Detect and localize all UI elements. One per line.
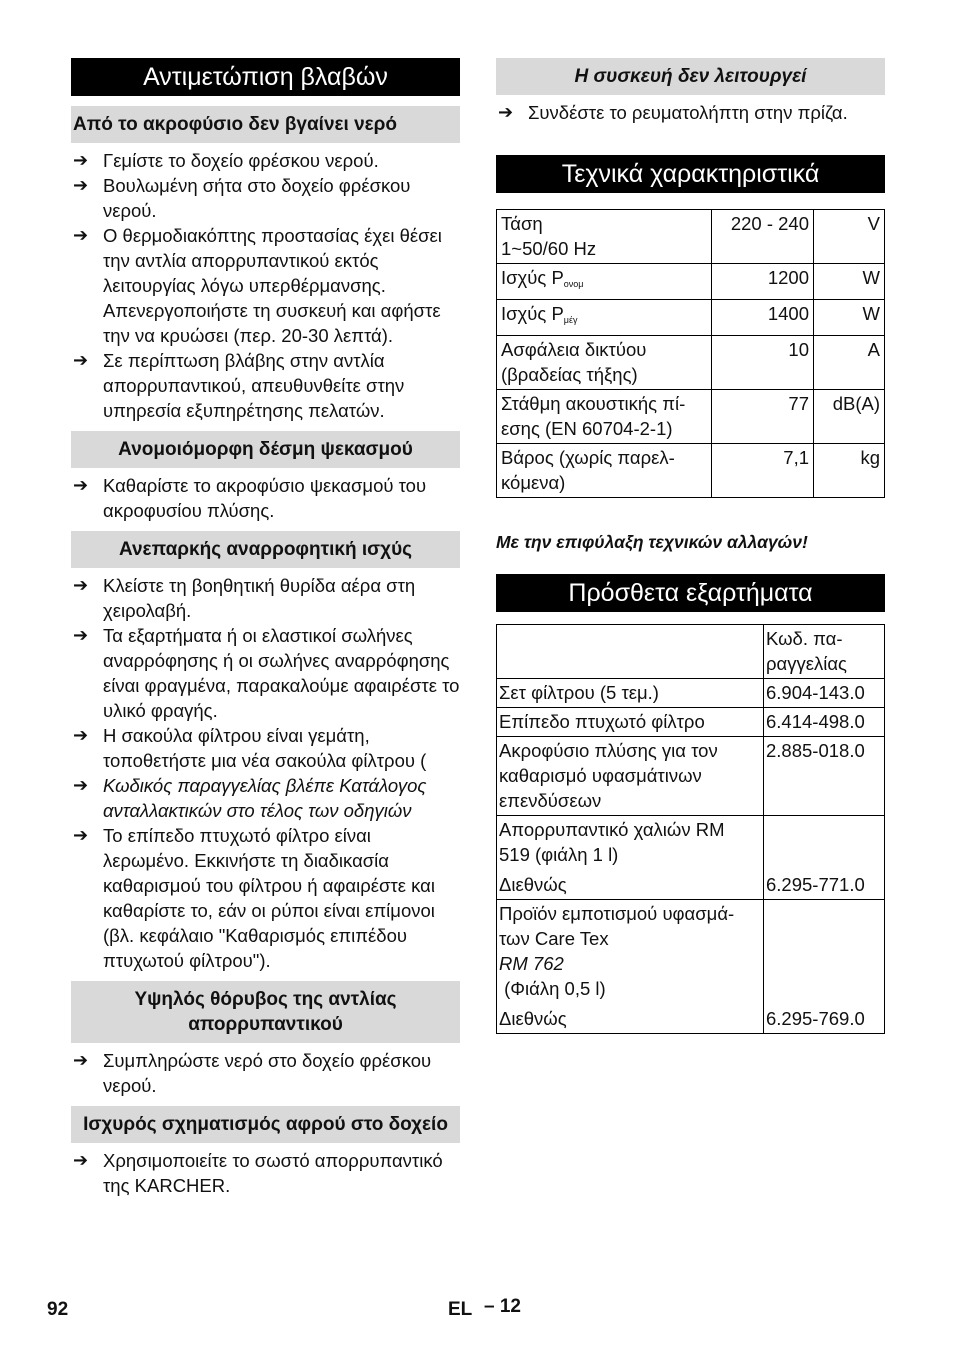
step-list (71, 1048, 460, 1098)
arrow-right-icon: ➔ (73, 1050, 89, 1070)
list-item: ➔ Η σακούλα φίλτρου είναι γεμάτη, τοποθετήστε μια νέα σακούλα φίλτρου ( (73, 725, 427, 771)
table-row: Ισχύς $P_{\mu έ\gamma}$ 1400 W (497, 300, 885, 336)
arrow-right-icon: ➔ (73, 825, 89, 845)
list-item: ➔ Συμπληρώστε νερό στο δοχείο φρέσκου νερού. (73, 1050, 432, 1096)
arrow-right-icon: ➔ (498, 102, 514, 122)
arrow-right-icon: ➔ (73, 350, 89, 370)
accessories-table (496, 624, 885, 1034)
table-row: Σετ φίλτρου (5 τεμ.) 6.904-143.0 (497, 679, 885, 708)
table-row: Κωδ. πα- ραγγελίας (497, 625, 885, 679)
tech-spec-table (496, 209, 885, 498)
table-row: Απορρυπαντικό χαλιών RM 519 (φιάλη 1 l) Διεθνώς 6.295-771.0 (497, 816, 885, 900)
step-list (71, 473, 460, 523)
arrow-right-icon: ➔ (73, 725, 89, 745)
table-row: Ακροφύσιο πλύσης για τον καθαρισμό υφασμάτινων επενδύσεων 2.885-018.0 (497, 737, 885, 816)
arrow-right-icon: ➔ (73, 475, 89, 495)
step-list (71, 148, 460, 423)
list-item: ➔ Συνδέστε το ρευματολήπτη στην πρίζα. (498, 102, 848, 123)
table-row: Ασφάλεια δικτύου (βραδείας τήξης) 10 A (497, 336, 885, 390)
technical-changes-note: Με την επιφύλαξη τεχνικών αλλαγών! (496, 532, 808, 552)
subheading: Υψηλός θόρυβος της αντλίας απορρυπαντικού (71, 981, 460, 1043)
step-list (71, 1148, 460, 1198)
subheading: Ανεπαρκής αναρροφητική ισχύς (71, 531, 460, 568)
arrow-right-icon: ➔ (73, 225, 89, 245)
arrow-right-icon: ➔ (73, 625, 89, 645)
arrow-right-icon: ➔ (73, 575, 89, 595)
list-item: ➔ Κλείστε τη βοηθητική θυρίδα αέρα στη χειρολαβή. (73, 575, 416, 621)
section-page-number: – 12 (484, 1296, 521, 1317)
table-row: Ισχύς $P_{o\nu o\mu}$ 1200 W (497, 264, 885, 300)
list-item: ➔ Βουλωμένη σήτα στο δοχείο φρέσκου νερού. (73, 175, 411, 221)
section-title: Τεχνικά χαρακτηριστικά (496, 155, 885, 193)
list-item: ➔ Κωδικός παραγγελίας βλέπε Κατάλογος ανταλλακτικών στο τέλος των οδηγιών (73, 775, 427, 821)
page-number: 92 (47, 1299, 69, 1320)
language-code: EL (448, 1299, 473, 1320)
list-item: ➔ Ο θερμοδιακόπτης προστασίας έχει θέσει την αντλία απορρυπαντικού εκτός λειτουργίας λόγω υπερθέρμανσης. Απενεργοποιήστε τη συσκευή και αφήστε την να κρυώσει (περ. 20-30 λεπτά). (73, 225, 442, 346)
list-item: ➔ Το επίπεδο πτυχωτό φίλτρο είναι λερωμένο. Εκκινήστε τη διαδικασία καθαρισμού του φίλτρου ή αφαιρέστε και καθαρίστε το, εάν οι ρύποι είναι επίμονοι (βλ. κεφάλαιο "Καθαρισμός επιπέδου πτυχωτού φίλτρου"). (73, 825, 435, 971)
arrow-right-icon: ➔ (73, 1150, 89, 1170)
arrow-right-icon: ➔ (73, 150, 89, 170)
subheading: Ισχυρός σχηματισμός αφρού στο δοχείο (71, 1106, 460, 1143)
list-item: ➔ Σε περίπτωση βλάβης στην αντλία απορρυπαντικού, απευθυνθείτε στην υπηρεσία εξυπηρέτησης πελατών. (73, 350, 405, 421)
table-row: Προϊόν εμποτισμού υφασμά- των Care Tex RM 762 (Φιάλη 0,5 l) Διεθνώς 6.295-769.0 (497, 900, 885, 1034)
step-list (71, 573, 460, 973)
section-title: Πρόσθετα εξαρτήματα (496, 574, 885, 612)
step-list (496, 100, 885, 125)
arrow-right-icon: ➔ (73, 175, 89, 195)
table-row: Επίπεδο πτυχωτό φίλτρο 6.414-498.0 (497, 708, 885, 737)
list-item: ➔ Χρησιμοποιείτε το σωστό απορρυπαντικό της KARCHER. (73, 1150, 443, 1196)
subheading: Ανομοιόμορφη δέσμη ψεκασμού (71, 431, 460, 468)
troubleshooting-column (71, 58, 460, 1198)
arrow-right-icon: ➔ (73, 775, 89, 795)
subheading: Η συσκευή δεν λειτουργεί (496, 58, 885, 95)
table-row: Στάθμη ακουστικής πί- εσης (EN 60704-2-1) 77 dB(A) (497, 390, 885, 444)
table-row: Τάση 1~50/60 Hz 220 - 240 V (497, 210, 885, 264)
section-title: Αντιμετώπιση βλαβών (71, 58, 460, 96)
subheading: Από το ακροφύσιο δεν βγαίνει νερό (71, 106, 460, 143)
table-row: Βάρος (χωρίς παρελ- κόμενα) 7,1 kg (497, 444, 885, 498)
list-item: ➔ Τα εξαρτήματα ή οι ελαστικοί σωλήνες αναρρόφησης ή οι σωλήνες αναρρόφησης είναι φραγμένα, παρακαλούμε αφαιρέστε το υλικό φραγής. (73, 625, 460, 721)
specs-column (496, 58, 885, 1034)
list-item: ➔ Καθαρίστε το ακροφύσιο ψεκασμού του ακροφυσίου πλύσης. (73, 475, 427, 521)
list-item: ➔ Γεμίστε το δοχείο φρέσκου νερού. (73, 150, 379, 171)
